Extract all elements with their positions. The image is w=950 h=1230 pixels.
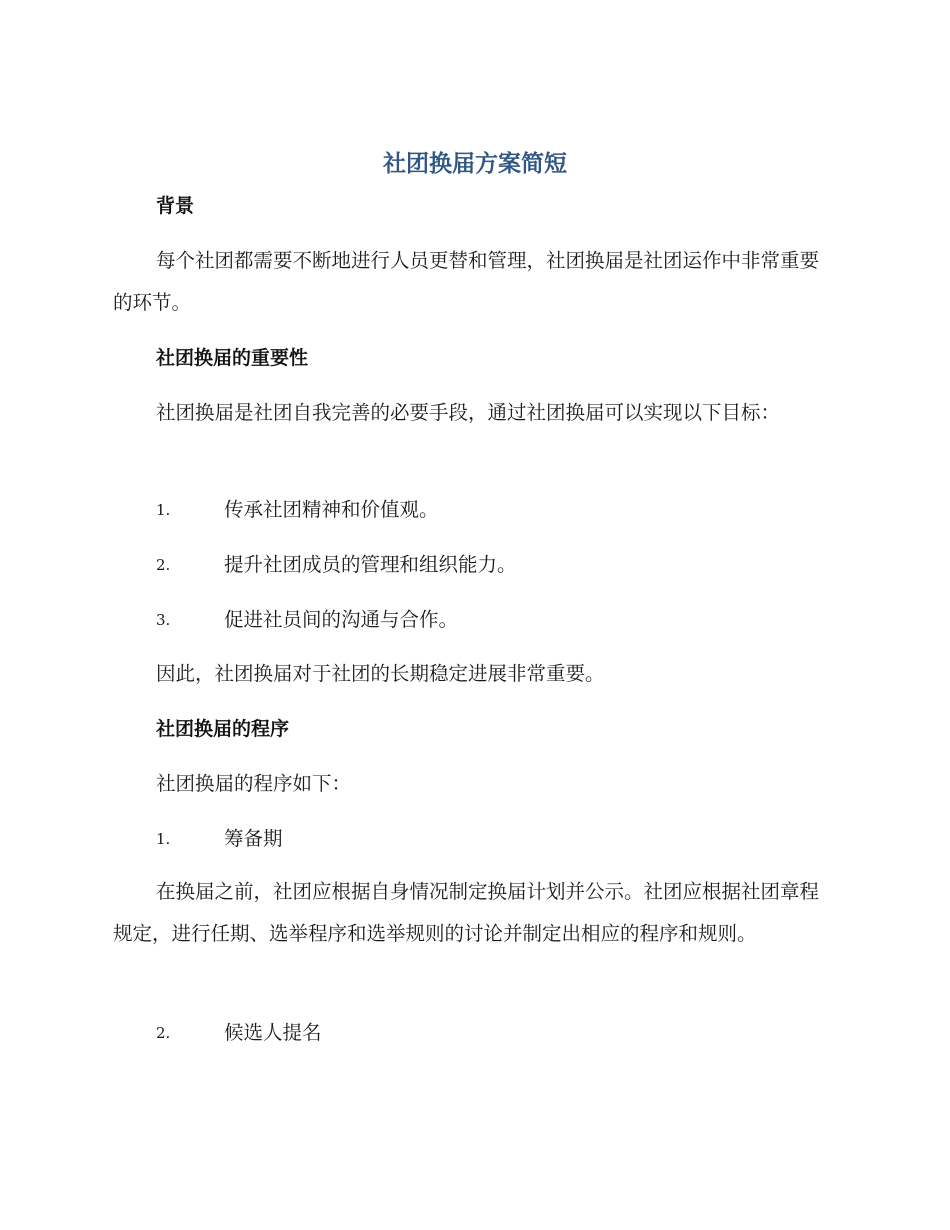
list-text: 促进社员间的沟通与合作。 [224,608,459,631]
section-heading-importance: 社团换届的重要性 [156,347,309,369]
importance-conclusion: 因此，社团换届对于社团的长期稳定进展非常重要。 [156,662,605,685]
list-item [156,495,836,525]
preparation-paragraph: 在换届之前，社团应根据自身情况制定换届计划并公示。社团应根据社团章程规定，进行任期、选举程序和选举规则的讨论并制定出相应的程序和规则。 [113,880,820,945]
procedure-intro: 社团换届的程序如下： [156,772,352,795]
list-text: 传承社团精神和价值观。 [224,498,439,521]
list-number: 1. [156,830,171,848]
background-paragraph: 每个社团都需要不断地进行人员更替和管理，社团换届是社团运作中非常重要的环节。 [113,249,820,314]
section-heading-procedure: 社团换届的程序 [156,718,290,740]
list-text: 提升社团成员的管理和组织能力。 [224,553,517,576]
list-item [156,1018,836,1048]
document-title: 社团换届方案简短 [383,151,567,177]
section-heading-background: 背景 [156,195,195,217]
list-item [156,605,836,635]
list-number: 2. [156,556,171,574]
list-number: 3. [156,611,171,629]
importance-intro-paragraph: 社团换届是社团自我完善的必要手段，通过社团换届可以实现以下目标： [156,401,781,424]
list-number: 1. [156,501,171,519]
list-text: 候选人提名 [224,1021,322,1044]
list-number: 2. [156,1024,171,1042]
list-text: 筹备期 [224,827,283,850]
list-item [156,824,836,854]
list-item [156,550,836,580]
